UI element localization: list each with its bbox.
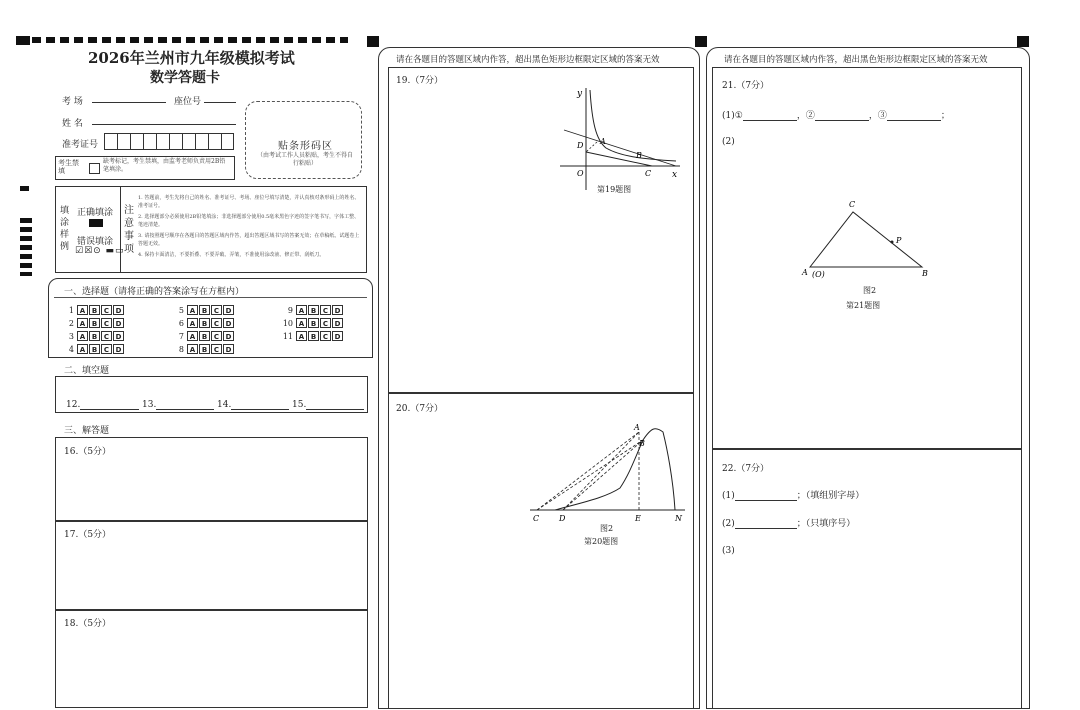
q21-part-1-sep3: ，③: [868, 111, 887, 121]
fill-example-label: 填涂样例: [60, 206, 70, 252]
q21-part-1: [722, 108, 950, 121]
choice-option-b[interactable]: B: [89, 344, 100, 354]
corner-marker-left: [16, 36, 30, 45]
q21-blank-1[interactable]: [743, 120, 797, 121]
exam-room-field[interactable]: [92, 102, 166, 103]
fig19-label-b: B: [636, 151, 642, 160]
choice-option-d[interactable]: D: [332, 305, 343, 315]
choice-option-d[interactable]: D: [332, 331, 343, 341]
choice-option-b[interactable]: B: [199, 318, 210, 328]
fig20-label-e: E: [635, 514, 641, 523]
absent-label: 考生禁填: [58, 159, 79, 175]
choice-option-a[interactable]: A: [296, 318, 307, 328]
choice-option-a[interactable]: A: [296, 305, 307, 315]
fig20-sight-db: [563, 440, 643, 510]
choice-option-c[interactable]: C: [320, 305, 331, 315]
choice-option-d[interactable]: D: [113, 318, 124, 328]
q22-part-2-suffix: ；（只填序号）: [796, 519, 856, 529]
note-item: 2. 选择题部分必须使用2B铅笔填涂；非选择题部分使用0.5毫米黑色字迹的签字笔书写，字体工整、笔迹清楚。: [138, 214, 360, 228]
fig20-label-n: N: [675, 514, 682, 523]
choice-option-c[interactable]: C: [320, 318, 331, 328]
choice-option-a[interactable]: A: [296, 331, 307, 341]
correct-fill-label: 正确填涂: [77, 208, 114, 218]
choice-option-c[interactable]: C: [320, 331, 331, 341]
choice-number: 10: [282, 319, 293, 328]
q22-part-1: [722, 488, 864, 501]
choice-option-b[interactable]: B: [199, 331, 210, 341]
blank-14-label: 14.: [217, 400, 232, 410]
choice-row-3: [62, 331, 125, 341]
question-22-label: 22.（7分）: [722, 464, 770, 474]
choice-option-c[interactable]: C: [211, 318, 222, 328]
fig20-sight-da: [563, 432, 639, 510]
choice-option-b[interactable]: B: [308, 305, 319, 315]
choice-option-b[interactable]: B: [89, 331, 100, 341]
fig19-line-ad: [586, 142, 597, 152]
choice-option-c[interactable]: C: [101, 331, 112, 341]
choice-number: 6: [178, 319, 184, 328]
q21-blank-3[interactable]: [887, 120, 941, 121]
solve-section-title: 三、解答题: [64, 426, 110, 436]
ticket-number-boxes[interactable]: [104, 133, 234, 150]
fig20-label-b: B: [639, 439, 645, 448]
choice-option-d[interactable]: D: [113, 331, 124, 341]
fig20-sight-ca: [537, 432, 639, 510]
blank-13-field[interactable]: [156, 409, 214, 410]
seat-field[interactable]: [204, 102, 236, 103]
corner-marker-mid2: [695, 36, 707, 47]
fig21-triangle: [810, 212, 922, 267]
figure-19: [550, 82, 690, 197]
fig21-label-a: A: [802, 268, 808, 277]
choice-number: 8: [178, 345, 184, 354]
absent-note: 缺考标记，考生禁填，由监考老师负责用2B铅笔填涂。: [103, 158, 226, 173]
exam-room-label: 考 场: [62, 97, 83, 107]
choice-option-d[interactable]: D: [113, 305, 124, 315]
choice-number: 4: [68, 345, 74, 354]
choice-option-d[interactable]: D: [332, 318, 343, 328]
blank-15-field[interactable]: [306, 409, 364, 410]
choice-option-c[interactable]: C: [101, 344, 112, 354]
choice-row-6: [172, 318, 235, 328]
side-marker-small: [20, 186, 29, 191]
q22-part-1-prefix: (1): [722, 491, 735, 501]
choice-option-d[interactable]: D: [223, 305, 234, 315]
choice-number: 5: [178, 306, 184, 315]
blank-13-label: 13.: [142, 400, 157, 410]
choice-option-c[interactable]: C: [101, 305, 112, 315]
choice-row-5: [172, 305, 235, 315]
q22-blank-2[interactable]: [735, 528, 797, 529]
choice-option-c[interactable]: C: [211, 344, 222, 354]
q22-part-2: [722, 516, 855, 529]
fig20-label-a: A: [634, 423, 640, 432]
choice-option-b[interactable]: B: [199, 344, 210, 354]
q22-part-1-suffix: ；（填组别字母）: [796, 491, 865, 501]
choice-number: 1: [68, 306, 74, 315]
fill-section-title: 二、填空题: [64, 366, 110, 376]
choice-option-a[interactable]: A: [187, 305, 198, 315]
card-subtitle: 数学答题卡: [150, 70, 220, 86]
figure-21-subcaption: 图2: [863, 286, 877, 295]
choice-option-c[interactable]: C: [211, 331, 222, 341]
notes-label: 注意事项: [124, 205, 134, 255]
q22-blank-1[interactable]: [735, 500, 797, 501]
choice-option-a[interactable]: A: [77, 318, 88, 328]
fig19-label-a: A: [600, 137, 606, 146]
blank-12-label: 12.: [66, 400, 81, 410]
page-title: 2026年兰州市九年级模拟考试: [88, 49, 295, 67]
figure-21-caption: 第21题图: [846, 301, 881, 310]
wrong-fill-marks: ☑☒⊙ ▬▭: [75, 246, 125, 256]
notes-list: [138, 194, 362, 259]
question-19-label: 19.（7分）: [396, 76, 444, 86]
choice-row-10: [281, 318, 344, 328]
corner-marker-mid1: [367, 36, 379, 47]
q21-part-1-sep2: ，②: [796, 111, 815, 121]
choice-row-11: [281, 331, 344, 341]
q21-part-1-end: ；: [940, 111, 950, 121]
choice-title-rule: [54, 297, 367, 298]
blank-12-field[interactable]: [80, 409, 139, 410]
fig21-label-o: (O): [812, 270, 825, 279]
choice-option-a[interactable]: A: [77, 344, 88, 354]
column-2-warning: 请在各题目的答题区域内作答，超出黑色矩形边框限定区域的答案无效: [396, 55, 660, 65]
choice-row-7: [172, 331, 235, 341]
choice-option-c[interactable]: C: [211, 305, 222, 315]
fig20-mountain: [555, 429, 675, 510]
choice-option-a[interactable]: A: [187, 344, 198, 354]
fig19-line-dc: [586, 152, 652, 166]
top-dashed-marker-strip: [18, 37, 348, 43]
choice-option-d[interactable]: D: [113, 344, 124, 354]
fig19-label-d: D: [577, 141, 584, 150]
choice-number: 7: [178, 332, 184, 341]
absent-checkbox[interactable]: [89, 163, 100, 174]
choice-option-d[interactable]: D: [223, 318, 234, 328]
choice-number: 11: [282, 332, 293, 341]
barcode-title: 贴条形码区: [278, 141, 333, 152]
fig19-label-o: O: [577, 169, 584, 178]
name-field[interactable]: [92, 124, 236, 125]
fig21-point-p: [891, 241, 894, 244]
fig19-label-x: x: [672, 170, 678, 180]
choice-option-b[interactable]: B: [199, 305, 210, 315]
choice-option-a[interactable]: A: [77, 305, 88, 315]
fig21-label-b: B: [922, 269, 928, 278]
question-18-label: 18.（5分）: [64, 619, 112, 629]
barcode-note: （由考试工作人员粘贴，考生不得自行粘贴）: [256, 152, 353, 167]
side-marker-stack: [20, 218, 32, 276]
fig21-label-c: C: [849, 200, 856, 209]
choice-row-8: [172, 344, 235, 354]
choice-option-b[interactable]: B: [308, 318, 319, 328]
figure-20: [525, 418, 690, 528]
choice-number: 3: [68, 332, 74, 341]
q21-part-1-prefix: (1)①: [722, 111, 743, 121]
fig19-curve: [590, 90, 676, 161]
choice-row-9: [281, 305, 344, 315]
question-17-label: 17.（5分）: [64, 530, 112, 540]
note-item: 3. 请按照题号顺序在各题目的答题区域内作答，超出答题区域书写的答案无效；在草稿纸、试题卷上答题无效。: [138, 233, 360, 247]
choice-row-4: [62, 344, 125, 354]
choice-number: 2: [68, 319, 74, 328]
choice-row-1: [62, 305, 125, 315]
choice-row-2: [62, 318, 125, 328]
wrong-fill-label: 错误填涂: [77, 237, 114, 247]
fill-divider: [120, 186, 121, 273]
corner-marker-right: [1017, 36, 1029, 47]
fig20-label-c: C: [533, 514, 540, 523]
q21-part-2: (2): [722, 137, 735, 147]
fig20-label-d: D: [559, 514, 566, 523]
q21-blank-2[interactable]: [815, 120, 869, 121]
choice-option-c[interactable]: C: [101, 318, 112, 328]
column-3-warning: 请在各题目的答题区域内作答，超出黑色矩形边框限定区域的答案无效: [724, 55, 988, 65]
figure-21: [800, 195, 935, 285]
choice-option-b[interactable]: B: [89, 318, 100, 328]
blank-14-field[interactable]: [231, 409, 289, 410]
figure-20-subcaption: 图2: [600, 524, 614, 533]
name-label: 姓 名: [62, 119, 83, 129]
choice-option-d[interactable]: D: [223, 331, 234, 341]
choice-option-b[interactable]: B: [308, 331, 319, 341]
fill-section-box: [55, 376, 368, 413]
choice-option-a[interactable]: A: [187, 331, 198, 341]
q22-part-2-prefix: (2): [722, 519, 735, 529]
question-21-label: 21.（7分）: [722, 81, 770, 91]
choice-option-a[interactable]: A: [187, 318, 198, 328]
q22-part-3: (3): [722, 546, 735, 556]
choice-option-d[interactable]: D: [223, 344, 234, 354]
figure-20-caption: 第20题图: [584, 537, 619, 546]
blank-15-label: 15.: [292, 400, 307, 410]
choice-number: 9: [287, 306, 293, 315]
fig19-label-c: C: [645, 169, 652, 178]
fig19-label-y: y: [577, 89, 583, 99]
fig21-label-p: P: [896, 236, 902, 245]
ticket-label: 准考证号: [62, 140, 99, 150]
correct-fill-mark: [89, 219, 103, 227]
choice-section-title: 一、选择题（请将正确的答案涂写在方框内）: [64, 287, 245, 297]
note-item: 4. 保持卡面清洁，不要折叠、不要弄破、弄皱，不准使用涂改液、修正带、刮纸刀。: [138, 252, 325, 258]
note-item: 1. 答题前，考生先将自己的姓名、准考证号、考场、座位号填写清楚，并认真核对条形码上的姓名、准考证号。: [138, 195, 360, 209]
seat-label: 座位号: [174, 97, 202, 107]
figure-19-caption: 第19题图: [597, 185, 632, 194]
question-20-label: 20.（7分）: [396, 404, 444, 414]
choice-option-b[interactable]: B: [89, 305, 100, 315]
question-16-label: 16.（5分）: [64, 447, 112, 457]
choice-option-a[interactable]: A: [77, 331, 88, 341]
